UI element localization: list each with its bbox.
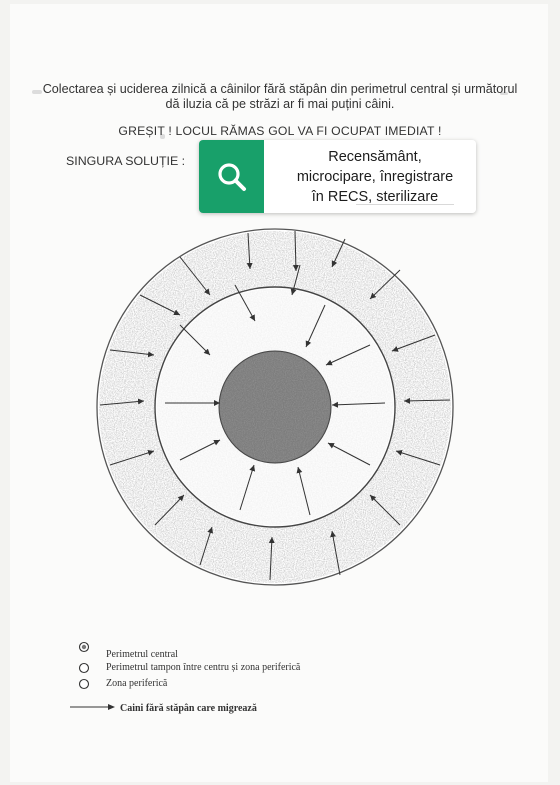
search-result-text: Recensământ, microcipare, înregistrare în RECS, sterilizare bbox=[296, 148, 454, 205]
wrong-heading: GREȘIT ! LOCUL RĂMAS GOL VA FI OCUPAT IMEDIAT ! bbox=[118, 124, 442, 138]
central-symbol-icon bbox=[78, 641, 90, 653]
search-button[interactable] bbox=[199, 140, 264, 213]
search-result-text-box bbox=[264, 140, 476, 213]
search-icon bbox=[215, 160, 249, 194]
intro-text: Colectarea și uciderea zilnică a câinilor fără stăpân din perimetrul central și următorul dă iluzia că pe străzi ar fi mai puțini câini. bbox=[42, 82, 518, 111]
arrow-icon bbox=[70, 703, 116, 711]
peripheral-symbol-icon bbox=[78, 678, 90, 690]
concentric-zones-diagram bbox=[70, 225, 480, 635]
buffer-symbol-icon bbox=[78, 662, 90, 674]
search-result-card[interactable] bbox=[199, 140, 476, 213]
solution-label: SINGURA SOLUȚIE : bbox=[66, 154, 186, 168]
